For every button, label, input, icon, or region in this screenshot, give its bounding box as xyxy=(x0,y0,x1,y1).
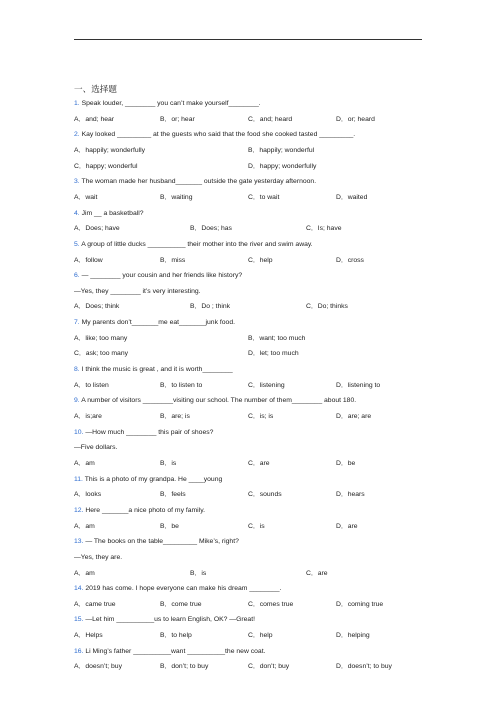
question-stem xyxy=(74,506,205,515)
question-text: Here _______a nice photo of my family. xyxy=(85,506,205,514)
question-number: 10. xyxy=(74,428,86,436)
answer-options xyxy=(74,349,434,358)
answer-options xyxy=(74,334,434,343)
answer-option: D．be xyxy=(336,459,356,467)
answer-option: D．cross xyxy=(336,256,364,264)
question-stem xyxy=(74,365,233,374)
question-number: 1. xyxy=(74,100,82,107)
answer-options xyxy=(74,631,434,640)
question-text: Kay looked _________ at the guests who said that the food she cooked tasted _________. xyxy=(81,131,356,139)
question-stem xyxy=(74,99,261,108)
section-title: 一、选择题 xyxy=(74,84,117,94)
question-number: 15. xyxy=(74,616,86,624)
answer-options xyxy=(74,256,434,265)
question-stem xyxy=(74,209,144,218)
answer-option: B．or; hear xyxy=(160,115,195,123)
question-number: 3. xyxy=(74,178,82,186)
answer-options xyxy=(74,162,434,171)
answer-option: D．hears xyxy=(336,491,365,499)
question-number: 2. xyxy=(74,131,82,139)
answer-option: C．Do; thinks xyxy=(306,303,348,311)
question-stem xyxy=(74,647,265,656)
answer-options xyxy=(74,224,434,233)
answer-option: D．doesn’t; to buy xyxy=(336,663,392,671)
question-text: —Yes, they ________ it’s very interesting. xyxy=(74,287,201,295)
answer-option: C．to wait xyxy=(248,193,280,201)
answer-option: B．come true xyxy=(160,600,202,608)
answer-options xyxy=(74,381,434,390)
answer-option: C．Is; have xyxy=(306,225,342,233)
question-stem xyxy=(74,271,242,280)
answer-option: C．is; is xyxy=(248,413,274,420)
answer-option: B．happily; wonderful xyxy=(248,146,315,154)
question-text: Jim __ a basketball? xyxy=(81,209,144,217)
answer-option: A．to listen xyxy=(74,381,109,389)
question-number: 9. xyxy=(74,397,82,405)
dialogue-line xyxy=(74,287,201,296)
question-stem xyxy=(74,615,255,624)
question-number: 4. xyxy=(74,209,82,217)
answer-options xyxy=(74,459,434,468)
answer-option: C．help xyxy=(248,632,273,640)
question-stem xyxy=(74,537,239,546)
answer-options xyxy=(74,569,434,578)
answer-option: D．or; heard xyxy=(336,115,375,123)
answer-option: A．like; too many xyxy=(74,334,128,342)
answer-option: D．are xyxy=(336,522,358,530)
question-text: The woman made her husband_______ outside the gate yesterday afternoon. xyxy=(81,178,317,186)
answer-option: A．Helps xyxy=(74,632,103,640)
answer-option: B．don’t; to buy xyxy=(160,663,209,671)
answer-option: A．Does; have xyxy=(74,225,120,233)
answer-options xyxy=(74,522,434,531)
answer-option: D．helping xyxy=(336,632,370,640)
question-text: — ________ your cousin and her friends like history? xyxy=(81,272,243,280)
answer-option: A．am xyxy=(74,522,95,530)
answer-option: A．am xyxy=(74,569,95,577)
question-text: My parents don’t_______me eat_______junk food. xyxy=(81,319,235,327)
answer-options xyxy=(74,302,434,311)
answer-option: C．are xyxy=(306,569,328,577)
question-text: —How much ________ this pair of shoes? xyxy=(85,428,214,436)
answer-option: C．sounds xyxy=(248,491,282,499)
answer-option: D．waited xyxy=(336,193,368,201)
answer-option: C．ask; too many xyxy=(74,350,129,358)
question-stem xyxy=(74,130,355,139)
question-stem xyxy=(74,396,356,405)
answer-options xyxy=(74,600,434,609)
answer-option: B．miss xyxy=(160,256,186,264)
answer-option: A．happily; wonderfully xyxy=(74,146,146,154)
question-number: 7. xyxy=(74,319,82,327)
answer-options xyxy=(74,146,434,155)
answer-option: B．be xyxy=(160,522,179,530)
answer-option: A．am xyxy=(74,459,95,467)
question-text: —Yes, they are. xyxy=(74,553,123,561)
question-stem xyxy=(74,584,281,593)
question-stem xyxy=(74,240,313,249)
answer-option: A．and; hear xyxy=(74,115,115,123)
answer-option: A．doesn’t; buy xyxy=(74,663,122,671)
question-number: 13. xyxy=(74,538,86,546)
answer-option: C．comes true xyxy=(248,600,294,608)
question-text: This is a photo of my grandpa. He ____young xyxy=(84,475,223,483)
answer-options xyxy=(74,115,434,124)
question-stem xyxy=(74,177,316,186)
answer-option: A．wait xyxy=(74,193,98,201)
question-text: Li Ming’s father __________want __________the new coat. xyxy=(85,647,266,655)
answer-option: B．are; is xyxy=(160,413,190,420)
answer-option: C．happy; wonderful xyxy=(74,162,138,170)
question-number: 12. xyxy=(74,506,86,514)
answer-options xyxy=(74,412,434,421)
answer-option: B．to help xyxy=(160,632,192,640)
question-text: I think the music is great , and it is worth________ xyxy=(81,366,233,374)
answer-option: B．Does; has xyxy=(190,225,232,233)
answer-option: A．came true xyxy=(74,600,116,608)
answer-option: D．let; too much xyxy=(248,350,299,358)
answer-option: C．and; heard xyxy=(248,115,293,123)
question-text: —Let him __________us to learn English, OK? —Great! xyxy=(85,616,255,624)
answer-option: B．Do ; think xyxy=(190,303,231,311)
question-number: 14. xyxy=(74,585,86,593)
dialogue-line xyxy=(74,553,122,562)
answer-option: B．want; too much xyxy=(248,334,306,342)
question-number: 5. xyxy=(74,240,82,248)
answer-option: B．is xyxy=(160,459,177,467)
question-text: A group of little ducks __________ their mother into the river and swim away. xyxy=(81,240,313,248)
answer-option: C．are xyxy=(248,459,270,467)
answer-options xyxy=(74,490,434,499)
answer-options xyxy=(74,193,434,202)
question-stem xyxy=(74,428,213,437)
question-text: A number of visitors ________visiting our school. The number of them________ about 180. xyxy=(81,397,357,405)
answer-option: A．follow xyxy=(74,256,103,264)
question-stem xyxy=(74,318,235,327)
question-text: —Five dollars. xyxy=(74,444,118,452)
question-stem xyxy=(74,475,222,484)
answer-option: A．Does; think xyxy=(74,303,120,311)
answer-option: D．happy; wonderfully xyxy=(248,162,317,170)
answer-option: C．don’t; buy xyxy=(248,663,290,671)
answer-option: B．to listen to xyxy=(160,381,203,389)
answer-option: C．is xyxy=(248,522,265,530)
answer-options xyxy=(74,662,434,671)
question-number: 8. xyxy=(74,366,82,374)
answer-option: C．help xyxy=(248,256,273,264)
answer-option: B．feels xyxy=(160,491,186,499)
question-text: 2019 has come. I hope everyone can make his dream ________. xyxy=(85,585,282,593)
answer-option: A．is;are xyxy=(74,413,102,420)
answer-option: A．looks xyxy=(74,491,102,499)
question-number: 11. xyxy=(74,475,85,483)
question-number: 6. xyxy=(74,272,82,280)
answer-option: C．listening xyxy=(248,381,285,389)
question-text: — The books on the table_________ Mike’s, right? xyxy=(85,538,239,546)
question-text: Speak louder, ________ you can’t make yourself________. xyxy=(81,100,261,107)
answer-option: B．is xyxy=(190,569,207,577)
answer-option: B．waiting xyxy=(160,193,193,201)
answer-option: D．are; are xyxy=(336,413,372,420)
question-number: 16. xyxy=(74,647,86,655)
dialogue-line xyxy=(74,443,117,452)
answer-option: D．listening to xyxy=(336,381,381,389)
answer-option: D．coming true xyxy=(336,600,384,608)
